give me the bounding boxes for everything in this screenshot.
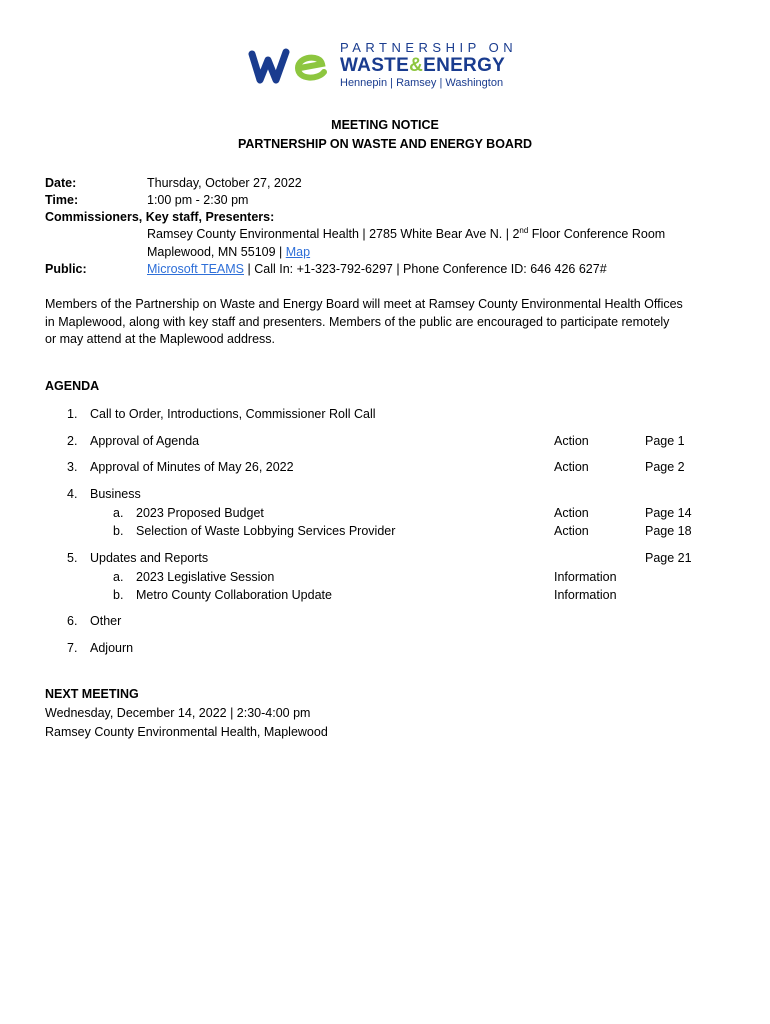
meeting-notice-title: MEETING NOTICE [331, 118, 439, 132]
agenda-item-action: Information [554, 570, 617, 584]
agenda-item-number: 7. [67, 641, 78, 655]
agenda-item-number: a. [113, 506, 124, 520]
city-text: Maplewood, MN 55109 | [147, 245, 286, 259]
agenda-item-number: 2. [67, 434, 78, 448]
agenda-item-number: b. [113, 524, 124, 538]
next-meeting-where: Ramsey County Environmental Health, Maplewood [45, 725, 328, 739]
agenda-item-page: Page 14 [645, 506, 692, 520]
logo-word-waste: WASTE [340, 55, 410, 76]
board-title: PARTNERSHIP ON WASTE AND ENERGY BOARD [237, 137, 532, 151]
agenda-item-text: Adjourn [90, 641, 134, 655]
agenda-item-text: 2023 Proposed Budget [136, 506, 264, 520]
agenda-item-action: Information [554, 588, 617, 602]
agenda-item-number: a. [113, 570, 124, 584]
we-logo-mark [248, 46, 338, 86]
public-label: Public: [45, 262, 87, 276]
agenda-item-number: 1. [67, 407, 78, 421]
time-value: 1:00 pm - 2:30 pm [147, 193, 249, 207]
agenda-item-number: 3. [67, 460, 78, 474]
public-line [147, 261, 607, 278]
agenda-item-page: Page 21 [645, 551, 692, 565]
agenda-item-action: Action [554, 506, 589, 520]
time-label: Time: [45, 193, 79, 207]
agenda-item-action: Action [554, 524, 589, 538]
agenda-item-text: Business [90, 487, 141, 501]
agenda-item-text: Approval of Minutes of May 26, 2022 [90, 460, 294, 474]
location-room: Floor Conference Room [528, 227, 666, 241]
agenda-item-text: Selection of Waste Lobbying Services Provider [136, 524, 396, 538]
agenda-item-action: Action [554, 434, 589, 448]
logo-word-energy: ENERGY [423, 55, 506, 76]
date-label: Date: [45, 176, 77, 190]
agenda-item-number: 5. [67, 551, 78, 565]
agenda-item-page: Page 2 [645, 460, 685, 474]
agenda-item-text: Updates and Reports [90, 551, 209, 565]
intro-line-3: or may attend at the Maplewood address. [45, 332, 275, 346]
date-value: Thursday, October 27, 2022 [147, 176, 302, 190]
location-address: Ramsey County Environmental Health | 2785 White Bear Ave N. | 2 [147, 227, 520, 241]
intro-line-2: in Maplewood, along with key staff and presenters. Members of the public are encouraged to participate remotely [45, 315, 670, 329]
agenda-item-text: Call to Order, Introductions, Commissioner Roll Call [90, 407, 376, 421]
call-in-info: | Call In: +1-323-792-6297 | Phone Conference ID: 646 426 627# [244, 262, 607, 276]
agenda-item-action: Action [554, 460, 589, 474]
location-line [147, 226, 665, 243]
floor-superscript: nd [519, 225, 529, 235]
logo-line-waste-energy [340, 55, 505, 77]
logo-line-partnership: PARTNERSHIP ON [340, 40, 518, 55]
agenda-item-text: Metro County Collaboration Update [136, 588, 332, 602]
map-link[interactable]: Map [285, 245, 311, 259]
agenda-item-page: Page 1 [645, 434, 685, 448]
next-meeting-when: Wednesday, December 14, 2022 | 2:30-4:00 pm [45, 706, 311, 720]
agenda-heading: AGENDA [45, 379, 100, 393]
agenda-item-text: Other [90, 614, 122, 628]
agenda-item-text: 2023 Legislative Session [136, 570, 275, 584]
commissioners-label: Commissioners, Key staff, Presenters: [45, 210, 275, 224]
agenda-item-number: 6. [67, 614, 78, 628]
agenda-item-number: b. [113, 588, 124, 602]
next-meeting-heading: NEXT MEETING [45, 687, 139, 701]
logo-ampersand: & [409, 55, 424, 76]
agenda-item-page: Page 18 [645, 524, 692, 538]
agenda-item-text: Approval of Agenda [90, 434, 200, 448]
intro-line-1: Members of the Partnership on Waste and Energy Board will meet at Ramsey County Environmental Health Offices [45, 297, 683, 311]
agenda-item-number: 4. [67, 487, 78, 501]
city-line [147, 244, 310, 261]
partnership-logo [248, 40, 528, 92]
teams-link[interactable]: Microsoft TEAMS [147, 262, 245, 276]
logo-counties: Hennepin | Ramsey | Washington [340, 77, 504, 89]
